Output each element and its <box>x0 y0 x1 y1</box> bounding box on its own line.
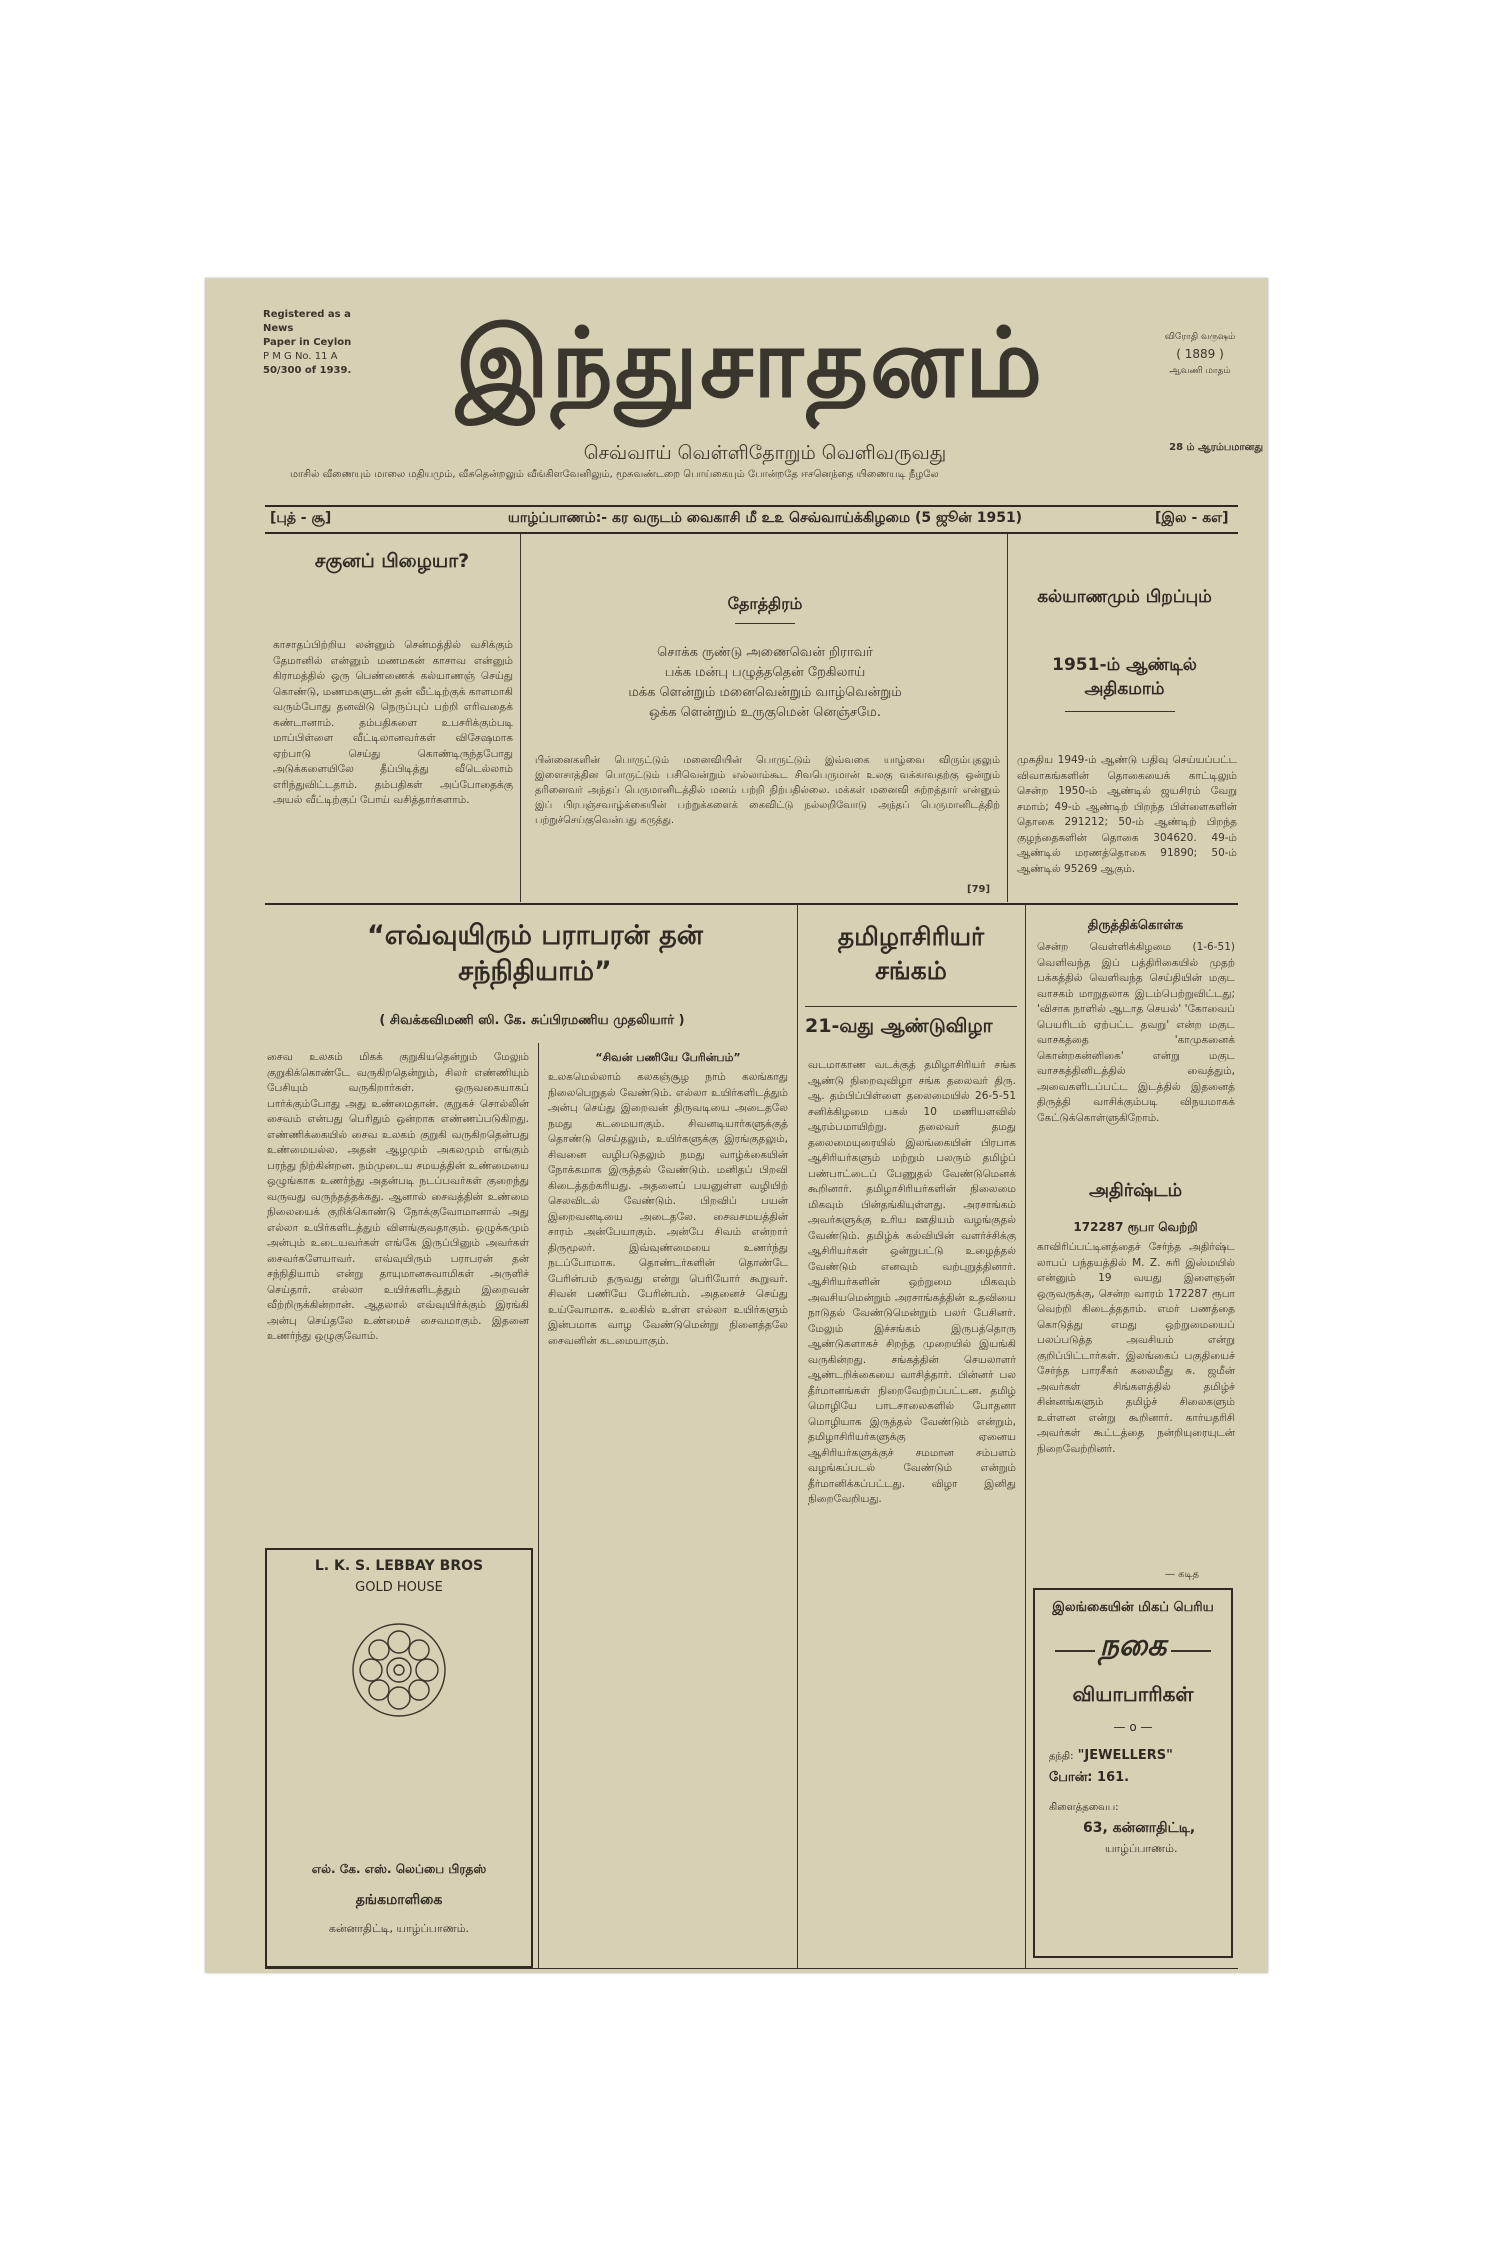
main-story-column-1: சைவ உலகம் மிகக் குறுகியதென்றும் மேலும் குறுகிக்கொண்டே வருகிறதென்றும், சிலர் எண்ணியும் பேசியும் வருகிறார்கள். ஒருவகையாகப் பார்க்கும்போது அது உண்மைதான். குறுகச் சொல்லின் சைவம் என்பது பெரிதும் ஒன்றாக எண்ணப்படுகிறது. எண்ணிக்கையில் சைவ உலகம் குறுகி வருகிறதென்பது உண்மையல்ல. அதன் ஆழமும் அகலமும் எங்கும் பரந்து நிற்கின்றன. நம்முடைய சமயத்தின் உண்மையை ஒழுங்காக உணர்ந்து அதன்படி நடப்பவர்கள் குறைந்து வருவது வருந்தத்தக்கது. ஆனால் சைவத்தின் உண்மை நிலையைக் குறிக்கொண்டு நோக்குவோமானால் அது எல்லா உயிர்களிடத்தும் விளங்குவதாகும். ஒழுக்கமும் அன்பும் உடையவர்கள் எங்கே இருப்பினும் அவர்கள் சைவர்களேயாவர். எவ்வுயிரும் பராபரன் தன் சந்நிதியாம் என்று தாயுமானசுவாமிகள் அருளிச் செய்தார். எல்லா உயிர்களிடத்தும் இறைவன் வீற்றிருக்கின்றான். ஆதலால் எவ்வுயிர்க்கும் இரங்கி அன்பு செய்தலே உண்மைச் சைவமாகும். இதனை உணர்ந்து ஒழுகுவோம். <box>267 1051 529 1342</box>
jewel-ad-address: 63, கன்னாதிட்டி, <box>1083 1820 1196 1836</box>
jewel-ad-address-label: கிளைத்தவைப: <box>1049 1802 1119 1813</box>
ad-subtitle: GOLD HOUSE <box>355 1580 443 1595</box>
article-luck: காவிரிப்பட்டினத்தைச் சேர்ந்த அதிர்ஷ்ட லாபப் பந்தயத்தில் M. Z. சுரி இஸ்மயில் என்னும் 19 வயது இளைஞன் ஒருவருக்கு, சென்ற வாரம் 172287 ரூபா வெற்றி கிடைத்ததாம். எமர் பணத்தை கொடுத்து எமது ஒற்றுமையைப் பலப்படுத்த அவசியம் என்று குறிப்பிட்டார்கள். இலங்கைப் பகுதியைச் சேர்ந்த பாரசீகர் கலைமீது சு. ஜமீன் அவர்கள் சிங்களத்தில் தமிழ்ச் சின்னங்களும் தமிழ்ச் சிலைகளும் உள்ளன என்று கூறினார். கார்யதரிசி அவர்கள் கூட்டத்தை நன்றியுரையுடன் நிறைவேற்றினர். <box>1037 1241 1235 1455</box>
main-story-subhead: “சிவன் பணியே பேரின்பம்” <box>595 1051 741 1064</box>
established-note: விரோதி வருஷம் ( 1889 ) ஆவணி மாதம் <box>1164 332 1236 376</box>
column-divider <box>1007 534 1008 902</box>
section-divider <box>265 903 1238 905</box>
subheadline-luck: 172287 ரூபா வெற்றி <box>1073 1220 1198 1234</box>
column-divider <box>797 905 798 1968</box>
jewel-ad-city: யாழ்ப்பாணம். <box>1105 1842 1178 1855</box>
hymn-reference: [79] <box>967 884 991 895</box>
jewel-ad-separator: — o — <box>1113 1720 1153 1734</box>
ad-tamil-name: எல். கே. எஸ். லெப்பை பிரதஸ் <box>311 1862 487 1876</box>
newspaper-page <box>205 278 1268 1973</box>
newspaper-title: இந்துசாதனம் <box>455 307 1045 419</box>
article-luck-sign: — கடித <box>1165 1569 1200 1580</box>
article-tamil-teachers: வடமாகாண வடக்குத் தமிழாசிரியர் சங்க ஆண்டு நிறைவுவிழா சங்க தலைவர் திரு. ஆ. தம்பிப்பிள்ளை தலைமையில் 26-5-51 சனிக்கிழமை பகல் 10 மணியளவில் ஆரம்பமாயிற்று. தலைவர் தமது தலைமையுரையில் இலங்கையின் பிரபாக ஆசிரியர்களும் மற்றும் பலரும் தமிழ்ப் பண்பாட்டைப் பேணுதல் வேண்டுமெனக் கூறினார். தமிழாசிரியர்களின் நிலைமை மிகவும் பின்தங்கியுள்ளது. அரசாங்கம் அவர்களுக்கு உரிய ஊதியம் வழங்குதல் வேண்டும். தமிழ்க் கல்வியின் வளர்ச்சிக்கு ஆசிரியர்கள் ஒன்றுபட்டு உழைத்தல் வேண்டும் எனவும் வற்புறுத்தினார். ஆசிரியர்களின் ஒற்றுமை மிகவும் அவசியமென்றும் அரசாங்கத்தின் உதவியை நாடுதல் வேண்டுமென்றும் பலர் பேசினர். மேலும் இச்சங்கம் இருபத்தொரு ஆண்டுகளாகச் சிறந்த முறையில் இயங்கி வருகின்றது. சங்கத்தின் செயலாளர் ஆண்டறிக்கையை வாசித்தார். பின்னர் பல தீர்மானங்கள் நிறைவேற்றப்பட்டன. தமிழ் மொழியே பாடசாலைகளில் போதனா மொழியாக இருத்தல் வேண்டும் என்றும், தமிழாசிரியர்களுக்கு ஏனைய ஆசிரியர்களுக்குச் சமமான சம்பளம் வழங்கப்படல் வேண்டும் என்றும் தீர்மானிக்கப்பட்டது. விழா இனிது நிறைவேறியது. <box>808 1059 1016 1505</box>
article-correction: சென்ற வெள்ளிக்கிழமை (1-6-51) வெளிவந்த இப் பத்திரிகையில் முதற் பக்கத்தில் வெளிவந்த செய்தியின் மகுட வாசகம் மாறுதலாக இடம்பெற்றுவிட்டது; 'விசாக நாளில் ஆடாத செயல்' 'கோவைப் பெயரிடம் ஏற்பட்ட தவறு' என்ற மகுட வாசகத்தை 'காமுகனைக் கொன்றகன்னிகை' என்று மகுட வாசகத்தினிடத்தில் வைத்தும், அவைகளிடப்பட்ட இடத்தில் இதனைத் திருத்தி வாசிக்கும்படி விநயமாகக் கேட்டுக்கொள்ளுகிறோம். <box>1037 941 1235 1124</box>
headline-hymn: தோத்திரம் <box>727 594 803 613</box>
jewellers-ad <box>1033 1588 1233 1958</box>
column-divider <box>538 1043 539 1968</box>
headline-correction: திருத்திக்கொள்க <box>1087 918 1184 933</box>
headline-omen: சகுனப் பிழையா? <box>314 550 470 572</box>
jewel-ad-big: நகை <box>1099 1628 1167 1663</box>
headline-luck: அதிர்ஷ்டம் <box>1088 1180 1183 1201</box>
subheadline-marriages: 1951-ம் ஆண்டில் அதிகமாம் <box>1052 655 1197 699</box>
verse-line: ஒக்க ளென்றும் உருகுமென் னெஞ்சமே. <box>649 705 881 720</box>
hymn-commentary: பின்னைகளின் பொருட்டும் மனைவியின் பொருட்டும் இவ்வகை யாழ்வை விரும்புதலும் இளைசாத்தின பொருட்டும் பசிவென்றும் எல்லாம்கூட சிவபெருமான் உலகு வக்காவதற்கு ஒன்றும் தரினைவர் அந்தப் பெருமானிடத்தில் மனம் பற்றி நிற்பதில்லை. மக்கள் மனைவி சுற்றத்தார் என்னும் இப் பிரபஞ்சவாழ்க்கையின் பற்றுக்களைக் கைவிட்டு நல்லறிவோடு அந்தப் பெருமானிடத்திற் பற்றுச்செய்குவென்பது கருத்து. <box>535 755 1000 826</box>
jewel-ad-merchants: வியாபாரிகள் <box>1072 1682 1194 1706</box>
headline-underline <box>805 1006 1017 1007</box>
established-date: 28 ம் ஆரம்பமானது <box>1169 442 1263 453</box>
headline-main-story: “எவ்வுயிரும் பராபரன் தன் சந்நிதியாம்” <box>367 920 703 987</box>
column-divider <box>520 534 521 902</box>
lebbay-gold-house-ad <box>265 1548 533 1968</box>
verse-line: சொக்க ருண்டு அணைவென் றிராவர் <box>657 645 873 660</box>
subheadline-underline <box>1065 711 1175 712</box>
article-omen: காசாதப்பிற்றிய லன்னும் சென்மத்தில் வசிக்கும் தேமானில் என்னும் மணமகன் காசாவ என்னும் கிராமத்தில் ஒரு பெண்ணைக் கல்யாணஞ் செய்து கொண்டு, மணமகளுடன் தன் வீட்டிற்குக் காளமாகி வரும்போது தனவிடு நெருப்புப் பற்றி எரிவதைக் கண்டானாம். தம்பதிகளை உபசரிக்கும்படி மாப்பிள்ளை வீட்டிலானவர்கள் விசேஷமாக ஏற்பாடு செய்து கொண்டிருந்தபோது அடுக்களையிலே தீப்பிடித்து வீடெல்லாம் எரிந்துவிட்டதாம். தம்பதிகள் அப்போதைக்கு அயல் வீட்டிற்குப் போய் வசித்தார்களாம். <box>273 639 513 806</box>
dateline-volume: [புத் - சூ] <box>270 510 332 526</box>
ad-tamil-address: கன்னாதிட்டி, யாழ்ப்பாணம். <box>328 1922 470 1935</box>
telegram-value: "JEWELLERS" <box>1077 1748 1173 1763</box>
telegram-label: தந்தி: <box>1049 1751 1074 1762</box>
verse-line: மக்க ளென்றும் மனைவென்றும் வாழ்வென்றும் <box>628 685 902 700</box>
article-marriages: முசுதிய 1949-ம் ஆண்டு பதிவு செய்யப்பட்ட விவாகங்களின் தொகையைக் காட்டிலும் சென்ற 1950-ம் ஆண்டில் ஜயசிரம் வேறு சமாம்; 49-ம் ஆண்டிற் பிறந்த பிள்ளைகளின் தொகை 291212; 50-ம் ஆண்டிற் பிறந்த குழந்தைகளின் தொகை 304620. 49-ம் ஆண்டில் மரணத்தொகை 91890; 50-ம் ஆண்டில் 95269 ஆகும். <box>1017 754 1237 875</box>
main-story-byline: ( சிவக்கவிமணி ஸி. கே. சுப்பிரமணிய முதலியார் ) <box>379 1013 685 1028</box>
headline-tamil-teachers: தமிழாசிரியர் சங்கம் <box>837 922 985 985</box>
jewel-ad-telegram <box>1049 1748 1229 1763</box>
main-story-column-2: உலகமெல்லாம் கலகஞ்சூழ நாம் கலங்காது நிலைபெறுதல் வேண்டும். எல்லா உயிர்களிடத்தும் அன்பு செய்து இறைவன் திருவடியை அடைதலே நமது கடமையாகும். சிவனடியார்களுக்குத் தொண்டு செய்தலும், உயிர்களுக்கு இரங்குதலும், சிவனை வழிபடுதலும் நமது வாழ்க்கையின் நோக்கமாக இருத்தல் வேண்டும். மனிதப் பிறவி கிடைத்தற்கரியது. அதனைப் பயனுள்ள வழியிற் செலவிடல் வேண்டும். பிறவிப் பயன் இறைவனடியை அடைதலே. சைவசமயத்தின் சாரம் அன்பேயாகும். அன்பே சிவம் என்றார் திருமூலர். இவ்வுண்மையை உணர்ந்து நடப்போமாக. தொண்டர்களின் தொண்டே பேரின்பம் தருவது என்று பெரியோர் கூறுவர். சிவன் பணியே பேரின்பம். அதனைச் செய்து உய்வோமாக. உலகில் உள்ள எல்லா உயிர்களும் இன்பமாக வாழ வேண்டுமென்று நினைத்தலே சைவனின் கடமையாகும். <box>548 1071 788 1347</box>
newspaper-subtitle: செவ்வாய் வெள்ளிதோறும் வெளிவருவது <box>583 442 947 464</box>
ornament-flower-icon <box>349 1620 449 1720</box>
headline-underline <box>735 623 795 624</box>
jewel-ad-phone: போன்: 161. <box>1049 1770 1130 1785</box>
registration-note: Registered as a News Paper in Ceylon P M G No. 11 A 50/300 of 1939. <box>263 309 352 376</box>
masthead-verse: மாசில் வீணையும் மாலை மதியமும், வீசுதென்றலும் வீங்கிளவேனிலும், மூசுவண்டறை பொய்கையும் போன்றதே ஈசனெந்தை யிணையடி நீழலே <box>290 469 939 480</box>
dateline-date: யாழ்ப்பாணம்:- கர வருடம் வைகாசி மீ உ௨ செவ்வாய்க்கிழமை (5 ஜூன் 1951) <box>507 510 1023 526</box>
column-divider <box>1025 905 1026 1968</box>
page-bottom-rule <box>265 1968 1238 1969</box>
headline-marriages: கல்யாணமும் பிறப்பும் <box>1037 587 1212 607</box>
jewel-ad-top: இலங்கையின் மிகப் பெரிய <box>1052 1600 1214 1615</box>
subheadline-tamil-teachers: 21-வது ஆண்டுவிழா <box>805 1015 993 1037</box>
dateline-rule-top <box>265 505 1238 507</box>
dateline-rule-bottom <box>265 532 1238 534</box>
ad-tamil-title: தங்கமாளிகை <box>355 1892 443 1908</box>
ad-title: L. K. S. LEBBAY BROS <box>314 1558 484 1574</box>
verse-line: பக்க மன்பு பழுத்ததென் றேகிலாய் <box>664 665 866 680</box>
hymn-verse <box>535 643 995 723</box>
dateline-issue: [இல - கஎ] <box>1155 510 1229 526</box>
